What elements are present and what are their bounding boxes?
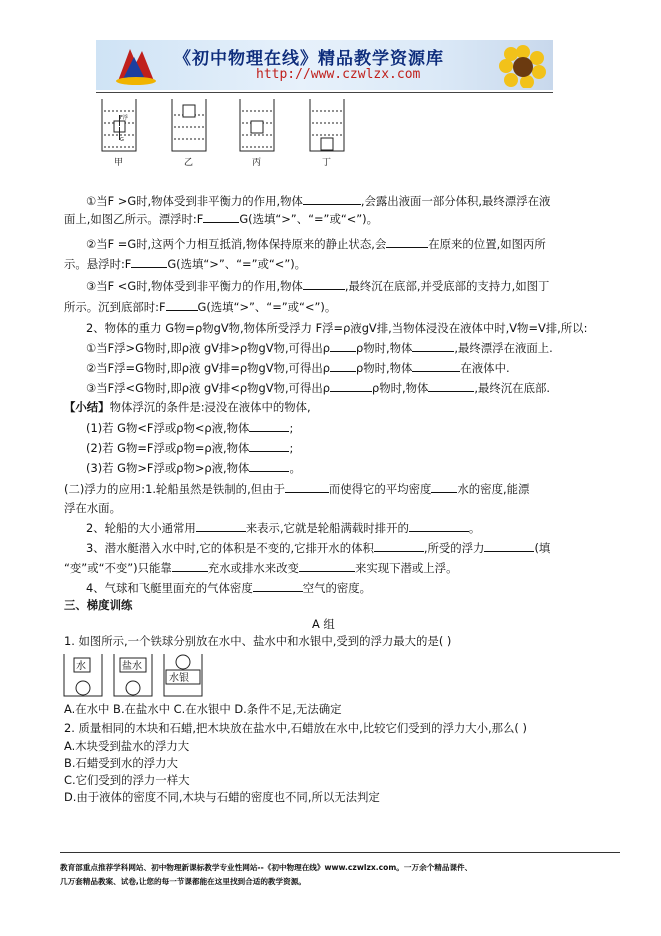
banner-title: 《初中物理在线》精品教学资源库 bbox=[174, 49, 444, 69]
beaker-yi bbox=[172, 99, 206, 151]
application-2: 2、轮船的大小通常用 来表示,它就是轮船满载时排开的 。 bbox=[86, 521, 481, 535]
blank[interactable] bbox=[253, 580, 303, 592]
question-2-option-d[interactable]: D.由于液体的密度不同,木块与石蜡的密度也不同,所以无法判定 bbox=[64, 790, 380, 804]
blank[interactable] bbox=[303, 193, 361, 205]
line-7: 2、物体的重力 G物=ρ物gV物,物体所受浮力 F浮=ρ液gV排,当物体浸没在液体中时,V物=V排,所以: bbox=[86, 321, 588, 335]
beaker-figure bbox=[96, 95, 376, 171]
cups-figure bbox=[62, 652, 212, 698]
blank[interactable] bbox=[431, 481, 457, 493]
blank[interactable] bbox=[330, 360, 356, 372]
question-2-option-b[interactable]: B.石蜡受到水的浮力大 bbox=[64, 756, 178, 770]
blank[interactable] bbox=[249, 460, 289, 472]
blank[interactable] bbox=[196, 520, 246, 532]
banner-url[interactable]: http://www.czwlzx.com bbox=[256, 67, 421, 82]
blank[interactable] bbox=[386, 236, 428, 248]
force-down-label: G bbox=[120, 137, 124, 143]
application-1-cont: 浮在水面。 bbox=[64, 501, 121, 515]
application-3: 3、潜水艇潜入水中时,它的体积是不变的,它排开水的体积 ,所受的浮力 (填 bbox=[86, 541, 551, 555]
application-3-cont: “变”或“不变”)只能靠 充水或排水来改变 来实现下潜或上浮。 bbox=[64, 561, 458, 575]
question-2-option-c[interactable]: C.它们受到的浮力一样大 bbox=[64, 773, 190, 787]
blank[interactable] bbox=[249, 440, 289, 452]
summary-line: 【小结】物体浮沉的条件是:浸没在液体中的物体, bbox=[64, 400, 311, 414]
blank[interactable] bbox=[484, 540, 534, 552]
beaker-bing bbox=[240, 99, 274, 151]
line-6: 所示。沉到底部时:F G(选填“>”、“=”或“<”)。 bbox=[64, 300, 337, 314]
header-rule bbox=[96, 92, 553, 93]
question-1: 1. 如图所示,一个铁球分别放在水中、盐水中和水银中,受到的浮力最大的是( ) bbox=[64, 634, 452, 648]
cup-label-water: 水 bbox=[76, 661, 86, 672]
application-4: 4、气球和飞艇里面充的气体密度 空气的密度。 bbox=[86, 581, 372, 595]
blank[interactable] bbox=[412, 340, 454, 352]
blank[interactable] bbox=[131, 256, 167, 268]
footer-line-1: 教育部重点推荐学科网站、初中物理新课标教学专业性网站--《初中物理在线》www.czwlzx.com。一万余个精品课件、 bbox=[60, 863, 473, 872]
blank[interactable] bbox=[299, 560, 355, 572]
group-heading: A 组 bbox=[312, 617, 335, 631]
blank[interactable] bbox=[330, 380, 372, 392]
blank[interactable] bbox=[285, 481, 329, 493]
blank[interactable] bbox=[172, 560, 208, 572]
footer-line-2: 几万套精品教案、试卷,让您的每一节课都能在这里找到合适的教学资源。 bbox=[60, 877, 306, 886]
question-2-option-a[interactable]: A.木块受到盐水的浮力大 bbox=[64, 739, 190, 753]
cup-label-mercury: 水银 bbox=[169, 673, 189, 684]
question-2: 2. 质量相同的木块和石蜡,把木块放在盐水中,石蜡放在水中,比较它们受到的浮力大小,那么( ) bbox=[64, 721, 527, 735]
line-3: ②当F =G时,这两个力相互抵消,物体保持原来的静止状态,会 在原来的位置,如图丙所 bbox=[86, 237, 546, 251]
blank[interactable] bbox=[374, 540, 424, 552]
line-8: ①当F浮>G物时,即ρ液 gV排>ρ物gV物,可得出ρ ρ物时,物体 ,最终漂浮在液面上. bbox=[86, 341, 553, 355]
footer-rule bbox=[60, 852, 620, 853]
line-1: ①当F >G时,物体受到非平衡力的作用,物体 ,会露出液面一部分体积,最终漂浮在液 bbox=[86, 194, 551, 208]
blank[interactable] bbox=[330, 340, 356, 352]
line-10: ③当F浮<G物时,即ρ液 gV排<ρ物gV物,可得出ρ ρ物时,物体 ,最终沉在底部. bbox=[86, 381, 550, 395]
section-heading: 三、梯度训练 bbox=[64, 598, 133, 612]
line-9: ②当F浮=G物时,即ρ液 gV排=ρ物gV物,可得出ρ ρ物时,物体 在液体中. bbox=[86, 361, 510, 375]
blank[interactable] bbox=[303, 278, 345, 290]
line-2: 面上,如图乙所示。漂浮时:F G(选填“>”、“=”或“<”)。 bbox=[64, 212, 379, 226]
fig-label-yi: 乙 bbox=[184, 158, 194, 168]
header-banner bbox=[96, 40, 553, 90]
blank[interactable] bbox=[412, 360, 460, 372]
application-1: (二)浮力的应用:1.轮船虽然是铁制的,但由于 而使得它的平均密度 水的密度,能漂 bbox=[64, 482, 530, 496]
line-4: 示。悬浮时:F G(选填“>”、“=”或“<”)。 bbox=[64, 257, 307, 271]
fig-label-bing: 丙 bbox=[252, 158, 262, 168]
blank[interactable] bbox=[249, 420, 289, 432]
fig-label-ding: 丁 bbox=[322, 158, 332, 168]
fig-label-jia: 甲 bbox=[114, 158, 124, 168]
logo-icon bbox=[112, 43, 160, 87]
beaker-ding bbox=[310, 99, 344, 151]
blank[interactable] bbox=[428, 380, 474, 392]
beaker-jia bbox=[102, 99, 136, 151]
blank[interactable] bbox=[409, 520, 469, 532]
blank[interactable] bbox=[203, 211, 239, 223]
question-1-options: A.在水中 B.在盐水中 C.在水银中 D.条件不足,无法确定 bbox=[64, 702, 342, 716]
summary-1: (1)若 G物<F浮或ρ物<ρ液,物体 ; bbox=[86, 421, 294, 435]
line-5: ③当F <G时,物体受到非平衡力的作用,物体 ,最终沉在底部,并受底部的支持力,如图丁 bbox=[86, 279, 550, 293]
summary-2: (2)若 G物=F浮或ρ物=ρ液,物体 ; bbox=[86, 441, 294, 455]
force-up-label: F浮 bbox=[120, 115, 128, 121]
summary-3: (3)若 G物>F浮或ρ物>ρ液,物体 。 bbox=[86, 461, 301, 475]
cup-label-saltwater: 盐水 bbox=[122, 661, 142, 672]
sunflower-icon bbox=[497, 42, 549, 88]
blank[interactable] bbox=[166, 299, 198, 311]
